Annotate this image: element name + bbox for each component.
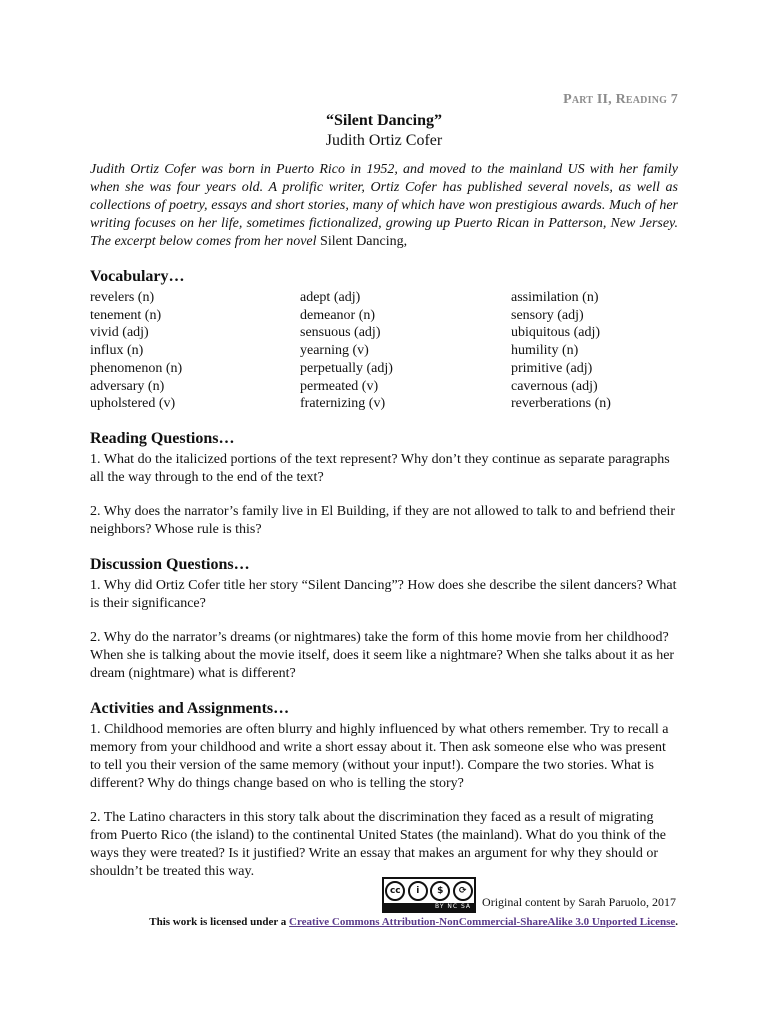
vocab-word: upholstered (v) [90,396,176,412]
vocab-word: tenement (n) [90,307,162,323]
sharealike-icon: ⟳ [453,881,473,901]
vocab-word: sensory (adj) [511,307,584,323]
original-content-credit: Original content by Sarah Paruolo, 2017 [482,895,676,909]
discussion-question: 1. Why did Ortiz Cofer title her story “Silent Dancing”? How does she describe the silent dancers? What is their significance? [90,577,677,611]
vocab-word: cavernous (adj) [511,378,598,394]
reading-question: 1. What do the italicized portions of the text represent? Why don’t they continue as separate paragraphs all the way through to the end of the text? [90,451,670,485]
footer [90,877,678,929]
cc-icon: cc [385,881,405,901]
vocab-word: humility (n) [511,343,579,359]
vocab-word: adept (adj) [300,290,361,305]
vocab-word: fraternizing (v) [300,396,386,412]
vocab-word: ubiquitous (adj) [511,325,601,341]
attribution-row [90,877,678,913]
part-label: Part II, Reading 7 [563,92,678,107]
vocabulary-heading: Vocabulary… [90,268,185,285]
intro-italic-text: Judith Ortiz Cofer was born in Puerto Rico in 1952, and moved to the mainland US with her family when she was four years old. A prolific writer, Ortiz Cofer has published several novels, as well as collections of poetry, essays and short stories, many of which have won prestigious awards. Much of her writing focuses on her life, sometimes fictionalized, growing up Puerto Rican in Patterson, New Jersey. The excerpt below comes from her novel [90,162,678,249]
vocab-word: adversary (n) [90,378,165,394]
attribution-icon: i [408,881,428,901]
reading-question: 2. Why does the narrator’s family live in El Building, if they are not allowed to talk to and befriend their neighbors? Whose rule is this? [90,503,675,537]
vocab-word: vivid (adj) [90,325,149,341]
vocab-word: primitive (adj) [511,360,593,376]
license-prefix: This work is licensed under a [149,916,290,928]
cc-badge-caption: BY NC SA [435,903,472,910]
activity-item: 2. The Latino characters in this story talk about the discrimination they faced as a result of migrating from Puerto Rico (the island) to the continental United States (the mainland). What do you think of the ways they were treated? Is it justified? Write an essay that makes an argument for why they should or shouldn’t be treated this way. [90,809,666,879]
story-title: “Silent Dancing” [325,112,442,129]
vocab-word: demeanor (n) [300,307,376,323]
creative-commons-badge-icon [382,877,476,913]
document-page [90,92,678,881]
vocab-word: reverberations (n) [511,396,611,412]
vocab-word: perpetually (adj) [300,360,393,376]
license-link[interactable]: Creative Commons Attribution-NonCommercial-ShareAlike 3.0 Unported License [289,916,676,928]
vocab-word: sensuous (adj) [300,325,381,341]
noncommercial-icon: $ [430,881,450,901]
intro-paragraph [90,161,678,251]
vocab-word: revelers (n) [90,290,155,305]
discussion-question: 2. Why do the narrator’s dreams (or nightmares) take the form of this home movie from her childhood? When she is talking about the movie itself, does it seem like a nightmare? When she talks about it as her dream (nightmare) what is different? [90,629,675,681]
vocab-word: assimilation (n) [511,290,599,305]
discussion-questions-heading: Discussion Questions… [90,555,250,573]
vocab-word: influx (n) [90,343,144,359]
story-author: Judith Ortiz Cofer [325,132,443,149]
activity-item: 1. Childhood memories are often blurry and highly influenced by what others remember. Try to recall a memory from your childhood and write a short essay about it. Then ask someone else who was present to tell you their version of the same memory (without your input!). Compare the two stories. What is different? Why do things change based on who is telling the story? [90,721,669,791]
vocabulary-grid [90,289,678,413]
vocab-word: yearning (v) [300,343,369,359]
activities-heading: Activities and Assignments… [90,699,290,717]
vocab-word: permeated (v) [300,378,379,394]
vocab-word: phenomenon (n) [90,360,183,376]
license-suffix: . [675,916,678,928]
intro-novel-title: Silent Dancing, [316,234,408,249]
reading-questions-heading: Reading Questions… [90,429,235,447]
license-notice [90,915,678,929]
